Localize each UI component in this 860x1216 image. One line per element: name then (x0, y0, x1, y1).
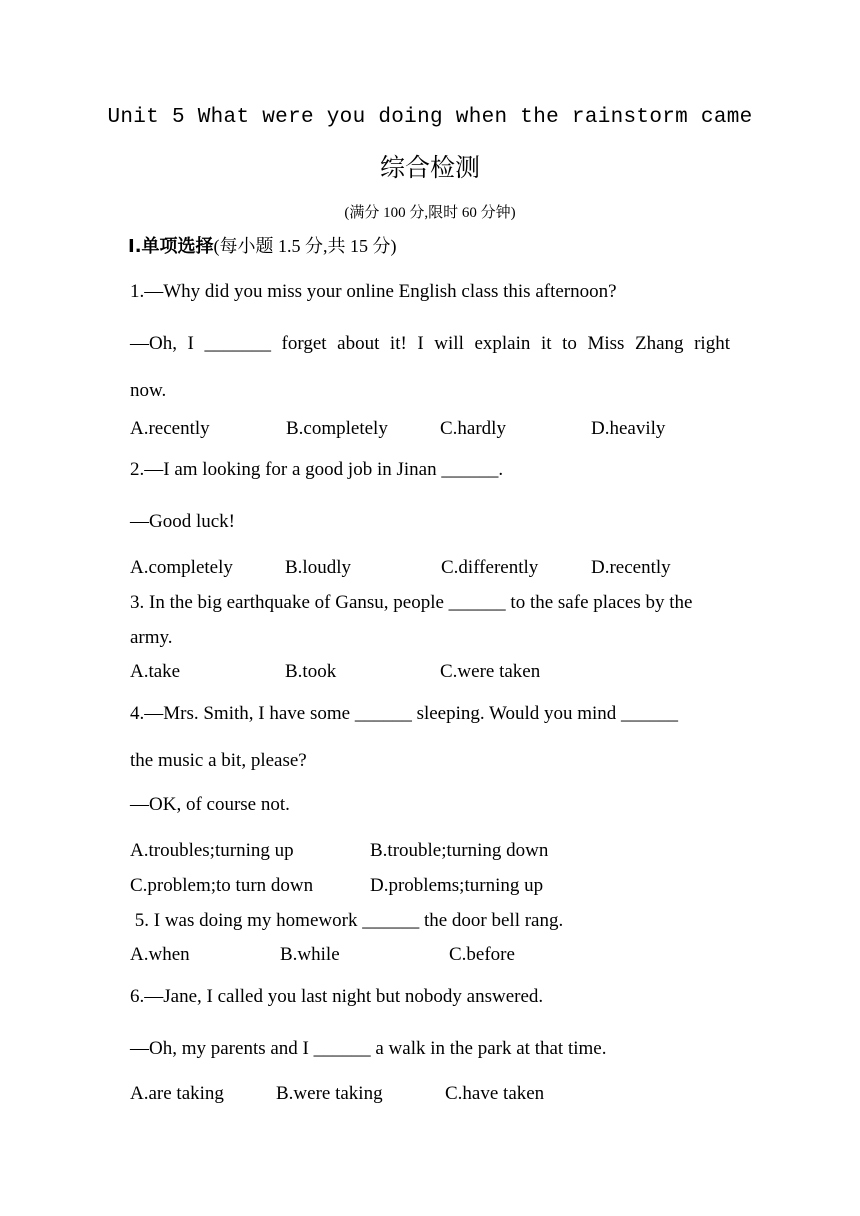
question-4-stem: 4.—Mrs. Smith, I have some ______ sleeping. Would you mind ______ (130, 703, 679, 724)
question-6-reply: —Oh, my parents and I ______ a walk in the park at that time. (130, 1038, 607, 1059)
question-4-stem-cont: the music a bit, please? (130, 750, 307, 771)
question-3-option-a[interactable]: A.take (130, 661, 181, 682)
question-4-option-c[interactable]: C.problem;to turn down (130, 875, 314, 896)
question-4-reply: —OK, of course not. (130, 794, 290, 815)
question-4-option-d[interactable]: D.problems;turning up (370, 875, 544, 896)
question-1-option-c[interactable]: C.hardly (440, 418, 506, 439)
question-2-option-d[interactable]: D.recently (591, 557, 671, 578)
section-heading (128, 232, 397, 258)
question-5-stem: 5. I was doing my homework ______ the door bell rang. (130, 910, 564, 931)
question-1-stem: 1.—Why did you miss your online English class this afternoon? (130, 281, 617, 302)
question-1-option-d[interactable]: D.heavily (591, 418, 666, 439)
question-3-option-c[interactable]: C.were taken (440, 661, 541, 682)
question-5-option-c[interactable]: C.before (449, 944, 515, 965)
question-2-reply: —Good luck! (130, 511, 236, 532)
question-1-option-b[interactable]: B.completely (286, 418, 388, 439)
question-2-option-b[interactable]: B.loudly (285, 557, 351, 578)
question-6-stem: 6.—Jane, I called you last night but nobody answered. (130, 986, 544, 1007)
question-1-option-a[interactable]: A.recently (130, 418, 210, 439)
question-6-option-a[interactable]: A.are taking (130, 1083, 224, 1104)
section-title: Ⅰ.单项选择 (128, 236, 214, 257)
question-6-option-b[interactable]: B.were taking (276, 1083, 383, 1104)
question-3-stem: 3. In the big earthquake of Gansu, people ______ to the safe places by the (130, 592, 693, 613)
question-6-option-c[interactable]: C.have taken (445, 1083, 545, 1104)
question-4-option-a[interactable]: A.troubles;turning up (130, 840, 294, 861)
question-5-option-a[interactable]: A.when (130, 944, 190, 965)
document-subtitle: 综合检测 (379, 153, 480, 182)
question-2-stem: 2.—I am looking for a good job in Jinan ______. (130, 459, 504, 480)
question-2-option-c[interactable]: C.differently (441, 557, 539, 578)
question-2-option-a[interactable]: A.completely (130, 557, 233, 578)
question-1-reply-cont: now. (130, 380, 167, 401)
document-title: Unit 5 What were you doing when the rainstorm came (107, 106, 753, 129)
question-3-stem-cont: army. (130, 627, 173, 648)
question-5-option-b[interactable]: B.while (280, 944, 340, 965)
question-1-reply: —Oh, I _______ forget about it! I will explain it to Miss Zhang right (130, 333, 730, 354)
score-time-note: (满分 100 分,限时 60 分钟) (344, 205, 516, 221)
question-4-option-b[interactable]: B.trouble;turning down (370, 840, 549, 861)
section-instructions: (每小题 1.5 分,共 15 分) (213, 236, 397, 256)
question-3-option-b[interactable]: B.took (285, 661, 337, 682)
